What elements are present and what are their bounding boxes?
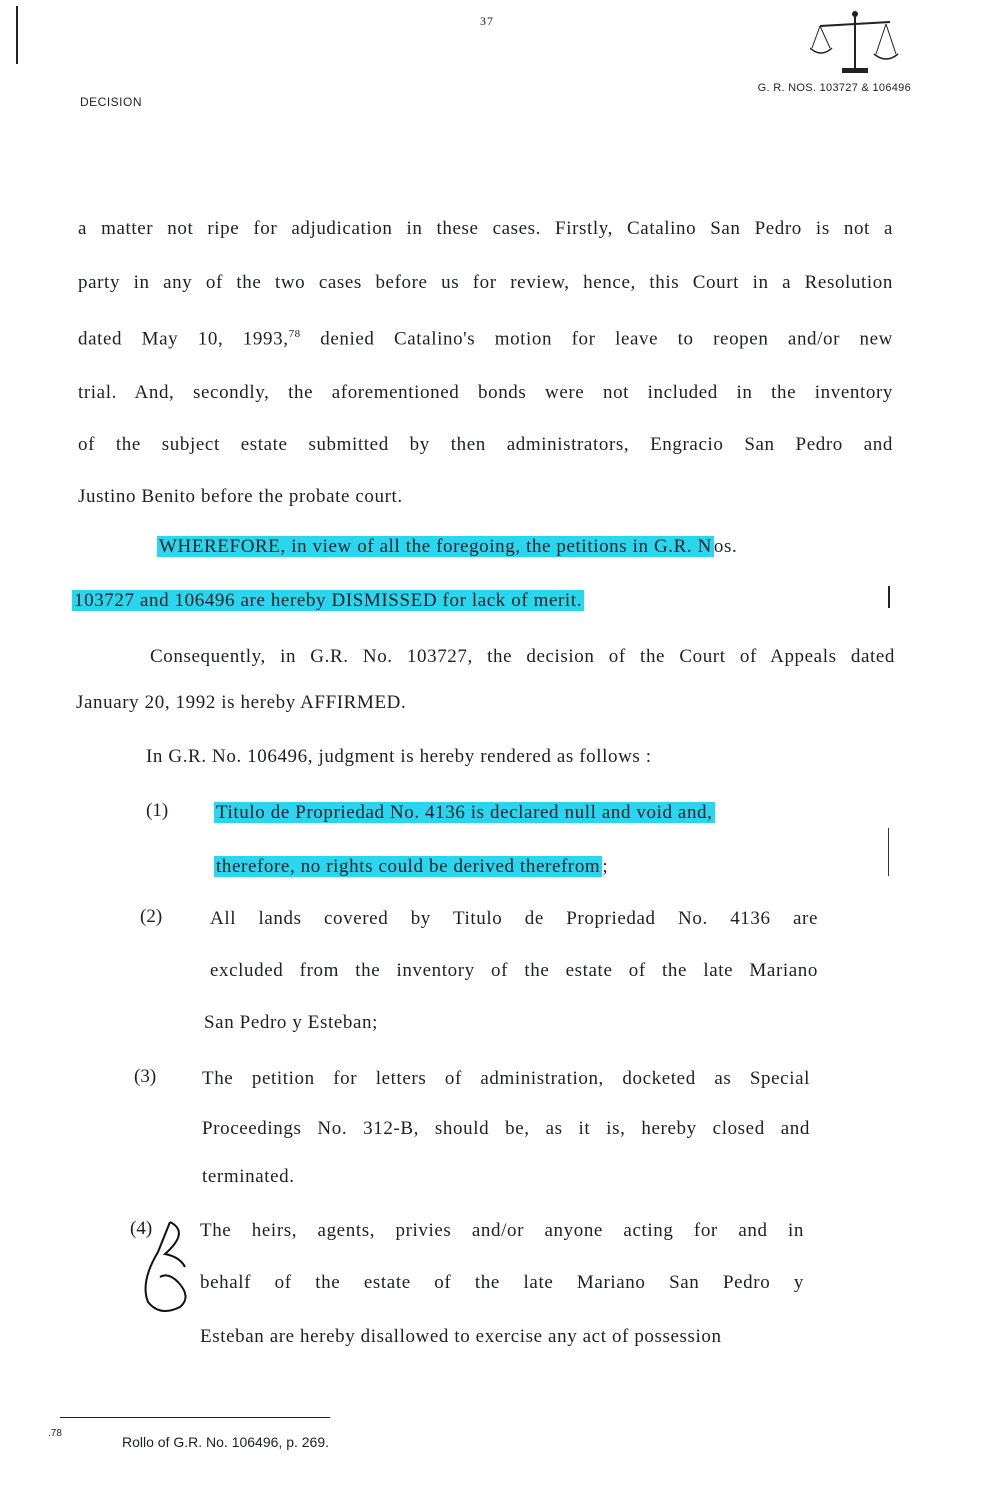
item-line: The heirs, agents, privies and/or anyone acting for and in [200, 1220, 804, 1241]
item-line: behalf of the estate of the late Mariano San Pedro y [200, 1272, 804, 1293]
page-number: 37 [480, 14, 494, 28]
paragraph-line: of the subject estate submitted by then administrators, Engracio San Pedro and [78, 434, 893, 455]
paragraph-line: party in any of the two cases before us for review, hence, this Court in a Resolution [78, 272, 893, 293]
highlighted-text: WHEREFORE, in view of all the foregoing, the petitions in G.R. N [159, 536, 712, 557]
margin-mark [888, 828, 889, 876]
paragraph-text: dated May 10, 1993, [78, 328, 289, 350]
paragraph-line: trial. And, secondly, the aforementioned bonds were not included in the inventory [78, 382, 893, 403]
paragraph-line: January 20, 1992 is hereby AFFIRMED. [76, 692, 407, 713]
item-number: (1) [146, 800, 169, 821]
footnote-marker: .78 [48, 1428, 62, 1439]
margin-mark [16, 6, 18, 64]
item-line: excluded from the inventory of the estate of the late Mariano [210, 960, 818, 981]
handwritten-initial-mark [130, 1212, 220, 1322]
item-number: (4) [130, 1218, 153, 1239]
paragraph-line [78, 328, 893, 350]
highlighted-text: 103727 and 106496 are hereby DISMISSED for lack of merit. [74, 590, 583, 611]
document-type: DECISION [80, 95, 143, 109]
item-line: Esteban are hereby disallowed to exercise any act of possession [200, 1326, 722, 1347]
item-line: San Pedro y Esteban; [204, 1012, 379, 1033]
item-number: (3) [134, 1066, 157, 1087]
margin-mark [888, 586, 890, 608]
paragraph-line: Justino Benito before the probate court. [78, 486, 403, 507]
footnote-divider [60, 1417, 330, 1418]
footnote-reference: 78 [288, 328, 301, 340]
item-line: Proceedings No. 312-B, should be, as it is, hereby closed and [202, 1118, 810, 1139]
highlighted-text: therefore, no rights could be derived therefrom [216, 856, 601, 877]
item-line: The petition for letters of administration, docketed as Special [202, 1068, 810, 1089]
scales-of-justice-icon [810, 8, 900, 78]
footnote-text: Rollo of G.R. No. 106496, p. 269. [122, 1434, 330, 1450]
item-line: All lands covered by Titulo de Propriedad No. 4136 are [210, 908, 818, 929]
item-line [214, 856, 608, 878]
paragraph-line: Consequently, in G.R. No. 103727, the decision of the Court of Appeals dated [150, 646, 895, 667]
highlighted-text: Titulo de Propriedad No. 4136 is declared null and void and, [216, 802, 713, 823]
dispositive-line [157, 536, 737, 558]
item-line [214, 802, 715, 824]
paragraph-text: denied Catalino's motion for leave to reopen and/or new [300, 328, 893, 350]
paragraph-line: a matter not ripe for adjudication in these cases. Firstly, Catalino San Pedro is not a [78, 218, 893, 239]
dispositive-line [72, 590, 584, 612]
item-text: ; [602, 856, 609, 877]
item-line: terminated. [202, 1166, 295, 1187]
judgment-intro: In G.R. No. 106496, judgment is hereby rendered as follows : [146, 746, 652, 767]
dispositive-text: os. [713, 536, 738, 557]
item-number: (2) [140, 906, 163, 927]
case-reference: G. R. NOS. 103727 & 106496 [757, 82, 911, 94]
